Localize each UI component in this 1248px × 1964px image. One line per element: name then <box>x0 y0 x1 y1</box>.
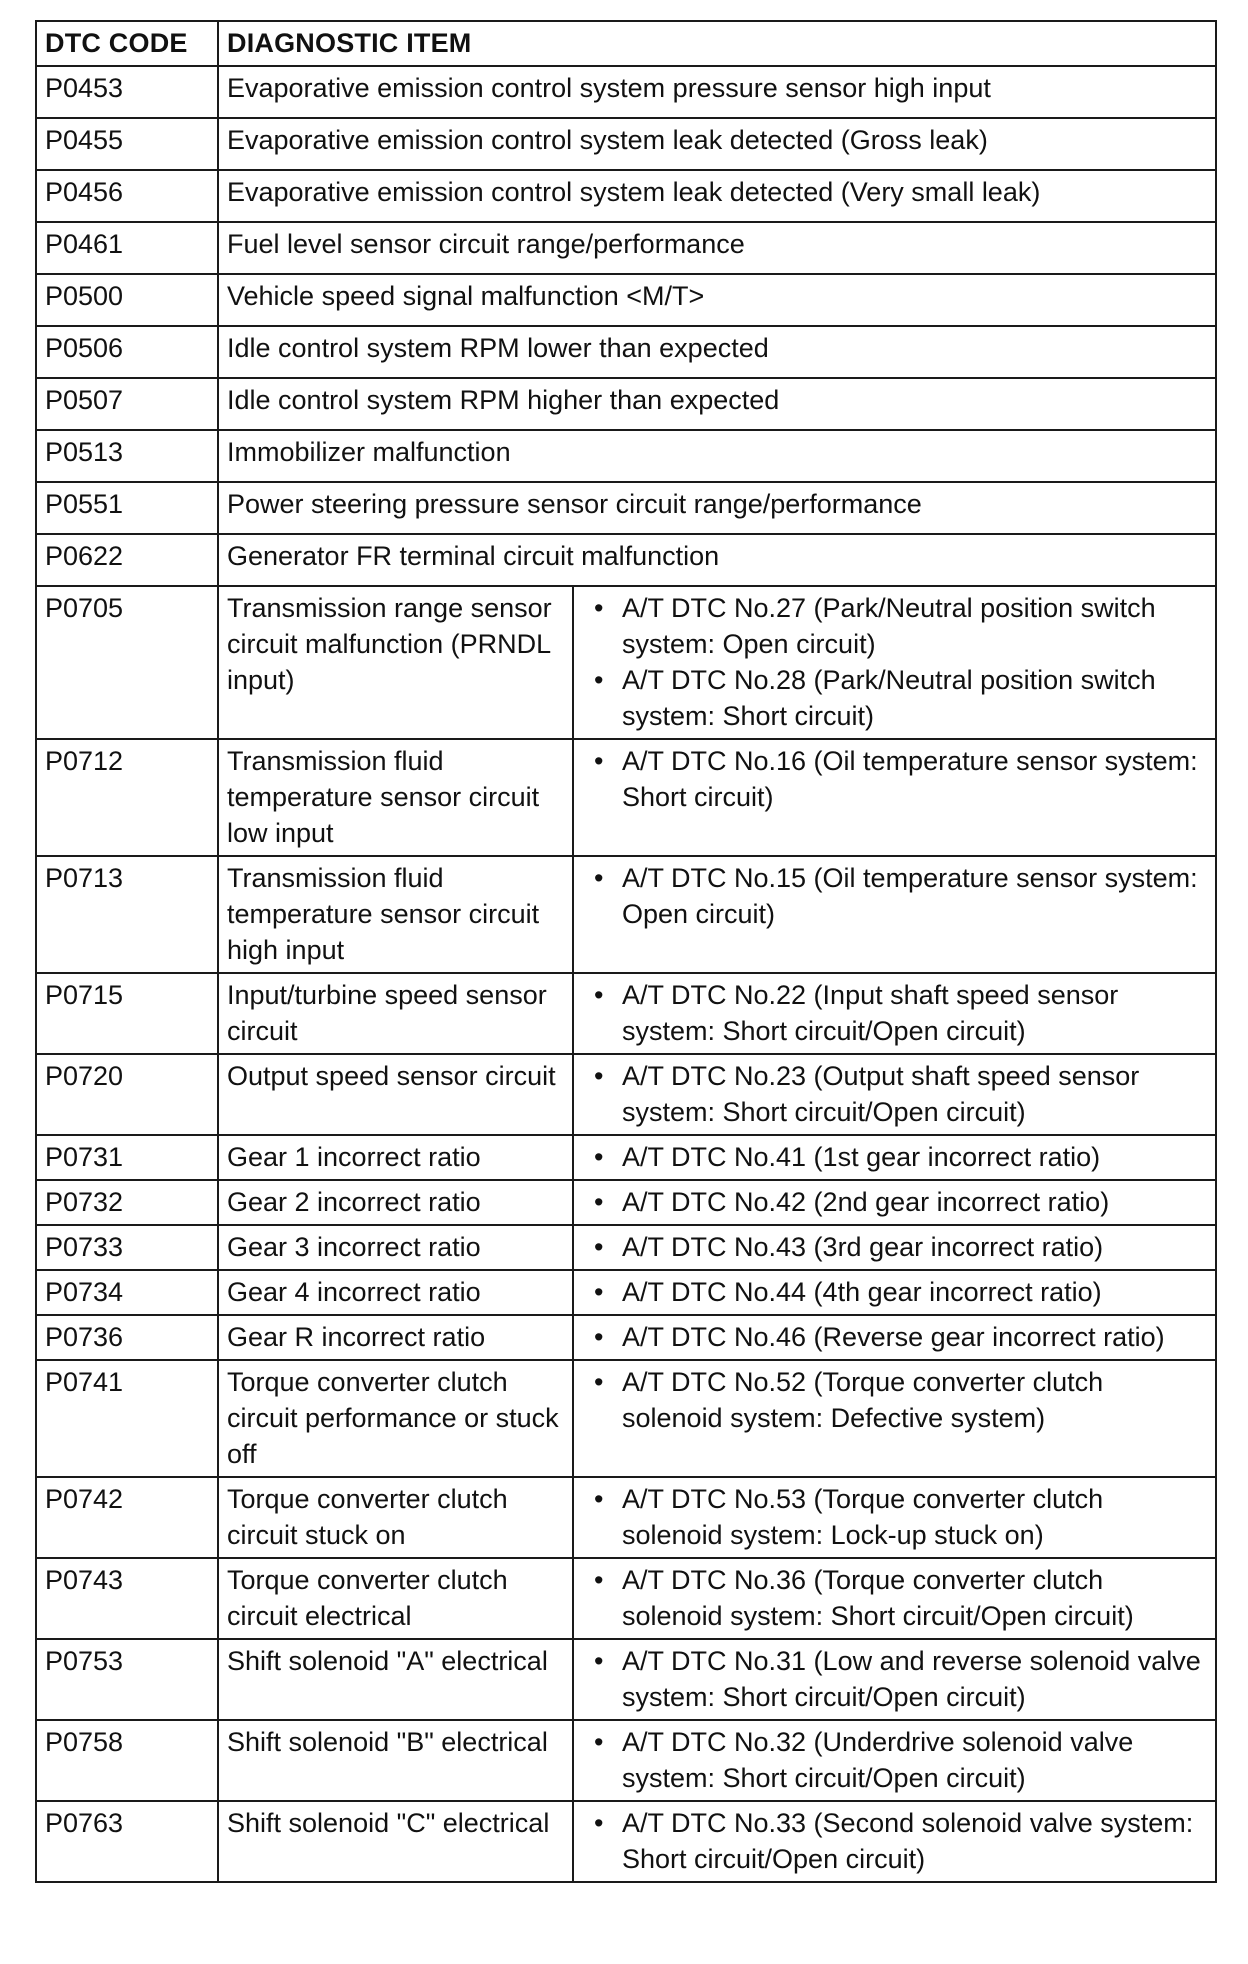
dtc-code-cell: P0551 <box>36 482 218 534</box>
table-row <box>36 1360 1216 1477</box>
dtc-code-cell: P0513 <box>36 430 218 482</box>
diagnostic-item-cell: Evaporative emission control system pressure sensor high input <box>218 66 1216 118</box>
dtc-code-cell: P0743 <box>36 1558 218 1639</box>
dtc-code-cell: P0741 <box>36 1360 218 1477</box>
header-dtc-code: DTC CODE <box>36 21 218 66</box>
table-row <box>36 973 1216 1054</box>
dtc-table <box>35 20 1217 1883</box>
at-dtc-list <box>582 1184 1207 1220</box>
table-row <box>36 118 1216 170</box>
at-dtc-cell <box>573 1135 1216 1180</box>
at-dtc-item: • A/T DTC No.42 (2nd gear incorrect ratio) <box>582 1184 1207 1220</box>
at-dtc-item: • A/T DTC No.23 (Output shaft speed sensor system: Short circuit/Open circuit) <box>582 1058 1207 1130</box>
diagnostic-item-cell: Vehicle speed signal malfunction <M/T> <box>218 274 1216 326</box>
dtc-code-cell: P0705 <box>36 586 218 739</box>
at-dtc-item: • A/T DTC No.43 (3rd gear incorrect ratio) <box>582 1229 1207 1265</box>
at-dtc-list <box>582 1139 1207 1175</box>
table-row <box>36 1558 1216 1639</box>
at-dtc-list <box>582 1643 1207 1715</box>
dtc-code-cell: P0455 <box>36 118 218 170</box>
table-header-row <box>36 21 1216 66</box>
at-dtc-item: • A/T DTC No.53 (Torque converter clutch solenoid system: Lock-up stuck on) <box>582 1481 1207 1553</box>
table-row <box>36 739 1216 856</box>
at-dtc-list <box>582 590 1207 734</box>
at-dtc-cell <box>573 1315 1216 1360</box>
diagnostic-item-cell: Idle control system RPM higher than expected <box>218 378 1216 430</box>
dtc-code-cell: P0453 <box>36 66 218 118</box>
table-row <box>36 170 1216 222</box>
at-dtc-item: • A/T DTC No.15 (Oil temperature sensor system: Open circuit) <box>582 860 1207 932</box>
at-dtc-item: • A/T DTC No.44 (4th gear incorrect ratio) <box>582 1274 1207 1310</box>
dtc-code-cell: P0733 <box>36 1225 218 1270</box>
diagnostic-item-cell: Power steering pressure sensor circuit range/performance <box>218 482 1216 534</box>
diagnostic-item-cell: Shift solenoid "C" electrical <box>218 1801 573 1882</box>
dtc-code-cell: P0732 <box>36 1180 218 1225</box>
table-row <box>36 1801 1216 1882</box>
table-row <box>36 1639 1216 1720</box>
table-row <box>36 378 1216 430</box>
table-row <box>36 326 1216 378</box>
at-dtc-cell <box>573 1270 1216 1315</box>
dtc-code-cell: P0742 <box>36 1477 218 1558</box>
diagnostic-item-cell: Transmission range sensor circuit malfunction (PRNDL input) <box>218 586 573 739</box>
diagnostic-item-cell: Immobilizer malfunction <box>218 430 1216 482</box>
diagnostic-item-cell: Gear 1 incorrect ratio <box>218 1135 573 1180</box>
table-row <box>36 1270 1216 1315</box>
dtc-code-cell: P0456 <box>36 170 218 222</box>
table-row <box>36 430 1216 482</box>
dtc-code-cell: P0715 <box>36 973 218 1054</box>
diagnostic-item-cell: Idle control system RPM lower than expected <box>218 326 1216 378</box>
at-dtc-list <box>582 977 1207 1049</box>
table-row <box>36 1720 1216 1801</box>
table-row <box>36 1225 1216 1270</box>
at-dtc-item: • A/T DTC No.32 (Underdrive solenoid valve system: Short circuit/Open circuit) <box>582 1724 1207 1796</box>
dtc-code-cell: P0461 <box>36 222 218 274</box>
at-dtc-item: • A/T DTC No.31 (Low and reverse solenoid valve system: Short circuit/Open circuit) <box>582 1643 1207 1715</box>
at-dtc-list <box>582 1481 1207 1553</box>
dtc-code-cell: P0758 <box>36 1720 218 1801</box>
diagnostic-item-cell: Transmission fluid temperature sensor circuit low input <box>218 739 573 856</box>
at-dtc-list <box>582 1562 1207 1634</box>
table-row <box>36 274 1216 326</box>
dtc-code-cell: P0720 <box>36 1054 218 1135</box>
dtc-code-cell: P0713 <box>36 856 218 973</box>
dtc-code-cell: P0506 <box>36 326 218 378</box>
dtc-code-cell: P0734 <box>36 1270 218 1315</box>
at-dtc-cell <box>573 1720 1216 1801</box>
dtc-code-cell: P0500 <box>36 274 218 326</box>
diagnostic-item-cell: Output speed sensor circuit <box>218 1054 573 1135</box>
at-dtc-list <box>582 1805 1207 1877</box>
diagnostic-item-cell: Input/turbine speed sensor circuit <box>218 973 573 1054</box>
at-dtc-list <box>582 1724 1207 1796</box>
table-row <box>36 1054 1216 1135</box>
at-dtc-item: • A/T DTC No.52 (Torque converter clutch solenoid system: Defective system) <box>582 1364 1207 1436</box>
dtc-code-cell: P0753 <box>36 1639 218 1720</box>
diagnostic-item-cell: Transmission fluid temperature sensor circuit high input <box>218 856 573 973</box>
table-row <box>36 856 1216 973</box>
at-dtc-list <box>582 1319 1207 1355</box>
dtc-code-cell: P0736 <box>36 1315 218 1360</box>
header-diagnostic-item: DIAGNOSTIC ITEM <box>218 21 1216 66</box>
at-dtc-cell <box>573 1054 1216 1135</box>
diagnostic-item-cell: Fuel level sensor circuit range/performance <box>218 222 1216 274</box>
at-dtc-cell <box>573 1180 1216 1225</box>
table-body <box>36 66 1216 1882</box>
at-dtc-cell <box>573 1477 1216 1558</box>
diagnostic-item-cell: Generator FR terminal circuit malfunction <box>218 534 1216 586</box>
at-dtc-cell <box>573 1558 1216 1639</box>
at-dtc-cell <box>573 973 1216 1054</box>
at-dtc-list <box>582 1364 1207 1436</box>
dtc-code-cell: P0731 <box>36 1135 218 1180</box>
diagnostic-item-cell: Gear 2 incorrect ratio <box>218 1180 573 1225</box>
at-dtc-cell <box>573 586 1216 739</box>
diagnostic-item-cell: Evaporative emission control system leak detected (Gross leak) <box>218 118 1216 170</box>
diagnostic-item-cell: Torque converter clutch circuit electrical <box>218 1558 573 1639</box>
table-row <box>36 66 1216 118</box>
at-dtc-item: • A/T DTC No.33 (Second solenoid valve system: Short circuit/Open circuit) <box>582 1805 1207 1877</box>
at-dtc-cell <box>573 1225 1216 1270</box>
at-dtc-item: • A/T DTC No.16 (Oil temperature sensor system: Short circuit) <box>582 743 1207 815</box>
table-row <box>36 482 1216 534</box>
diagnostic-item-cell: Gear R incorrect ratio <box>218 1315 573 1360</box>
table-row <box>36 534 1216 586</box>
at-dtc-item: • A/T DTC No.27 (Park/Neutral position switch system: Open circuit) <box>582 590 1207 662</box>
at-dtc-list <box>582 860 1207 932</box>
at-dtc-item: • A/T DTC No.46 (Reverse gear incorrect ratio) <box>582 1319 1207 1355</box>
table-row <box>36 1315 1216 1360</box>
at-dtc-cell <box>573 1360 1216 1477</box>
dtc-code-cell: P0622 <box>36 534 218 586</box>
diagnostic-item-cell: Shift solenoid "A" electrical <box>218 1639 573 1720</box>
table-row <box>36 586 1216 739</box>
diagnostic-item-cell: Shift solenoid "B" electrical <box>218 1720 573 1801</box>
table-row <box>36 1180 1216 1225</box>
at-dtc-item: • A/T DTC No.36 (Torque converter clutch solenoid system: Short circuit/Open circuit) <box>582 1562 1207 1634</box>
table-row <box>36 222 1216 274</box>
diagnostic-item-cell: Evaporative emission control system leak detected (Very small leak) <box>218 170 1216 222</box>
at-dtc-cell <box>573 739 1216 856</box>
at-dtc-list <box>582 743 1207 815</box>
dtc-code-cell: P0712 <box>36 739 218 856</box>
at-dtc-list <box>582 1058 1207 1130</box>
at-dtc-item: • A/T DTC No.28 (Park/Neutral position switch system: Short circuit) <box>582 662 1207 734</box>
dtc-code-cell: P0763 <box>36 1801 218 1882</box>
diagnostic-item-cell: Torque converter clutch circuit performance or stuck off <box>218 1360 573 1477</box>
at-dtc-cell <box>573 1639 1216 1720</box>
at-dtc-cell <box>573 1801 1216 1882</box>
at-dtc-list <box>582 1274 1207 1310</box>
diagnostic-item-cell: Gear 4 incorrect ratio <box>218 1270 573 1315</box>
table-row <box>36 1135 1216 1180</box>
at-dtc-item: • A/T DTC No.22 (Input shaft speed sensor system: Short circuit/Open circuit) <box>582 977 1207 1049</box>
at-dtc-cell <box>573 856 1216 973</box>
table-row <box>36 1477 1216 1558</box>
at-dtc-list <box>582 1229 1207 1265</box>
diagnostic-item-cell: Gear 3 incorrect ratio <box>218 1225 573 1270</box>
diagnostic-item-cell: Torque converter clutch circuit stuck on <box>218 1477 573 1558</box>
at-dtc-item: • A/T DTC No.41 (1st gear incorrect ratio) <box>582 1139 1207 1175</box>
dtc-code-cell: P0507 <box>36 378 218 430</box>
